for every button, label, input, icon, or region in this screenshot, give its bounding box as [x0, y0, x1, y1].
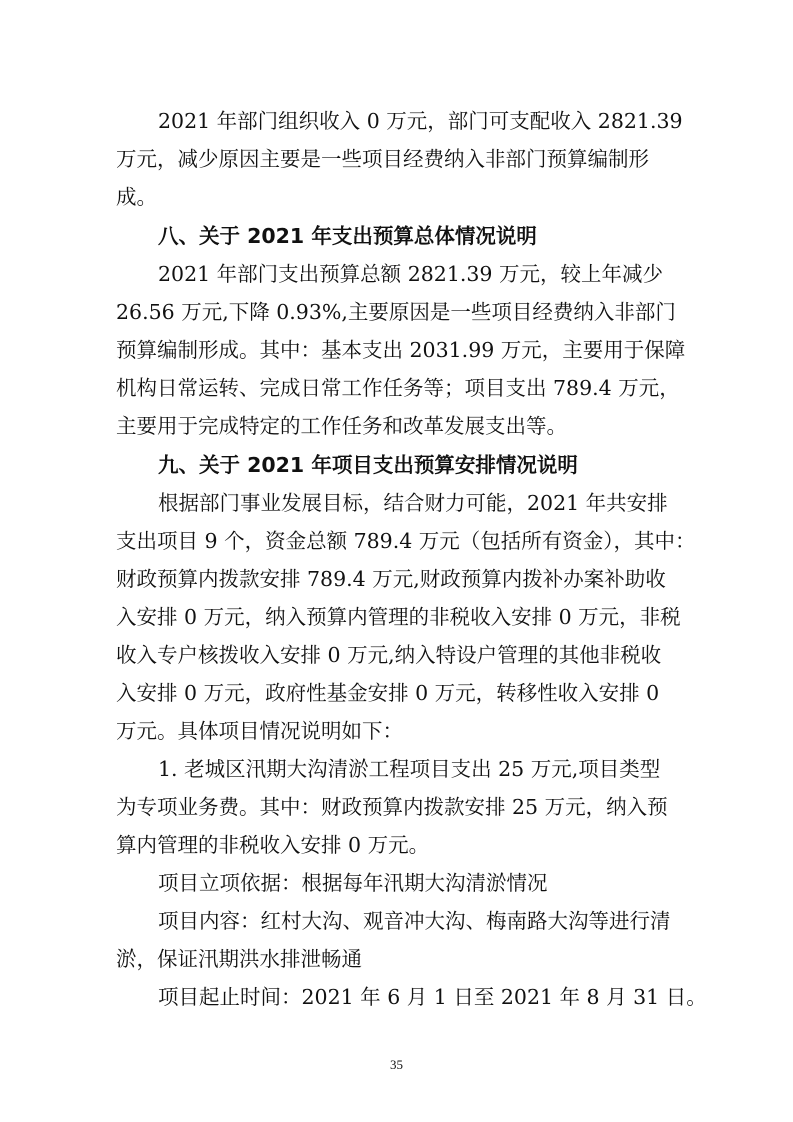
paragraph-line: 2021 年部门组织收入 0 万元，部门可支配收入 2821.39: [158, 109, 683, 133]
page-number: 35: [390, 1057, 403, 1072]
paragraph-line: 项目起止时间：2021 年 6 月 1 日至 2021 年 8 月 31 日。: [158, 985, 707, 1009]
paragraph-line: 算内管理的非税收入安排 0 万元。: [116, 833, 430, 857]
paragraph-line: 万元。具体项目情况说明如下：: [116, 719, 403, 743]
paragraph-line: 机构日常运转、完成日常工作任务等；项目支出 789.4 万元，: [116, 376, 680, 400]
section-heading: 九、关于 2021 年项目支出预算安排情况说明: [158, 453, 578, 477]
paragraph-line: 财政预算内拨款安排 789.4 万元,财政预算内拨补办案补助收: [116, 567, 666, 591]
paragraph-line: 入安排 0 万元，政府性基金安排 0 万元，转移性收入安排 0: [116, 681, 660, 705]
paragraph-line: 收入专户核拨收入安排 0 万元,纳入特设户管理的其他非税收: [116, 643, 662, 667]
paragraph-line: 为专项业务费。其中：财政预算内拨款安排 25 万元，纳入预: [116, 795, 668, 819]
paragraph-line: 项目立项依据：根据每年汛期大沟清淤情况: [158, 871, 548, 895]
paragraph-line: 26.56 万元,下降 0.93%,主要原因是一些项目经费纳入非部门: [116, 300, 676, 324]
section-heading: 八、关于 2021 年支出预算总体情况说明: [158, 224, 537, 248]
paragraph-line: 入安排 0 万元，纳入预算内管理的非税收入安排 0 万元，非税: [116, 605, 681, 629]
paragraph-line: 预算编制形成。其中：基本支出 2031.99 万元，主要用于保障: [116, 338, 686, 362]
paragraph-line: 根据部门事业发展目标，结合财力可能，2021 年共安排: [158, 491, 668, 515]
paragraph-line: 成。: [116, 185, 157, 209]
paragraph-line: 2021 年部门支出预算总额 2821.39 万元，较上年减少: [158, 262, 663, 286]
paragraph-line: 淤，保证汛期洪水排泄畅通: [116, 947, 362, 971]
paragraph-line: 万元，减少原因主要是一些项目经费纳入非部门预算编制形: [116, 147, 649, 171]
paragraph-line: 项目内容：红村大沟、观音冲大沟、梅南路大沟等进行清: [158, 909, 671, 933]
paragraph-line: 主要用于完成特定的工作任务和改革发展支出等。: [116, 414, 567, 438]
paragraph-line: 支出项目 9 个，资金总额 789.4 万元（包括所有资金），其中：: [116, 529, 696, 553]
paragraph-line: 1. 老城区汛期大沟清淤工程项目支出 25 万元,项目类型: [158, 757, 661, 781]
